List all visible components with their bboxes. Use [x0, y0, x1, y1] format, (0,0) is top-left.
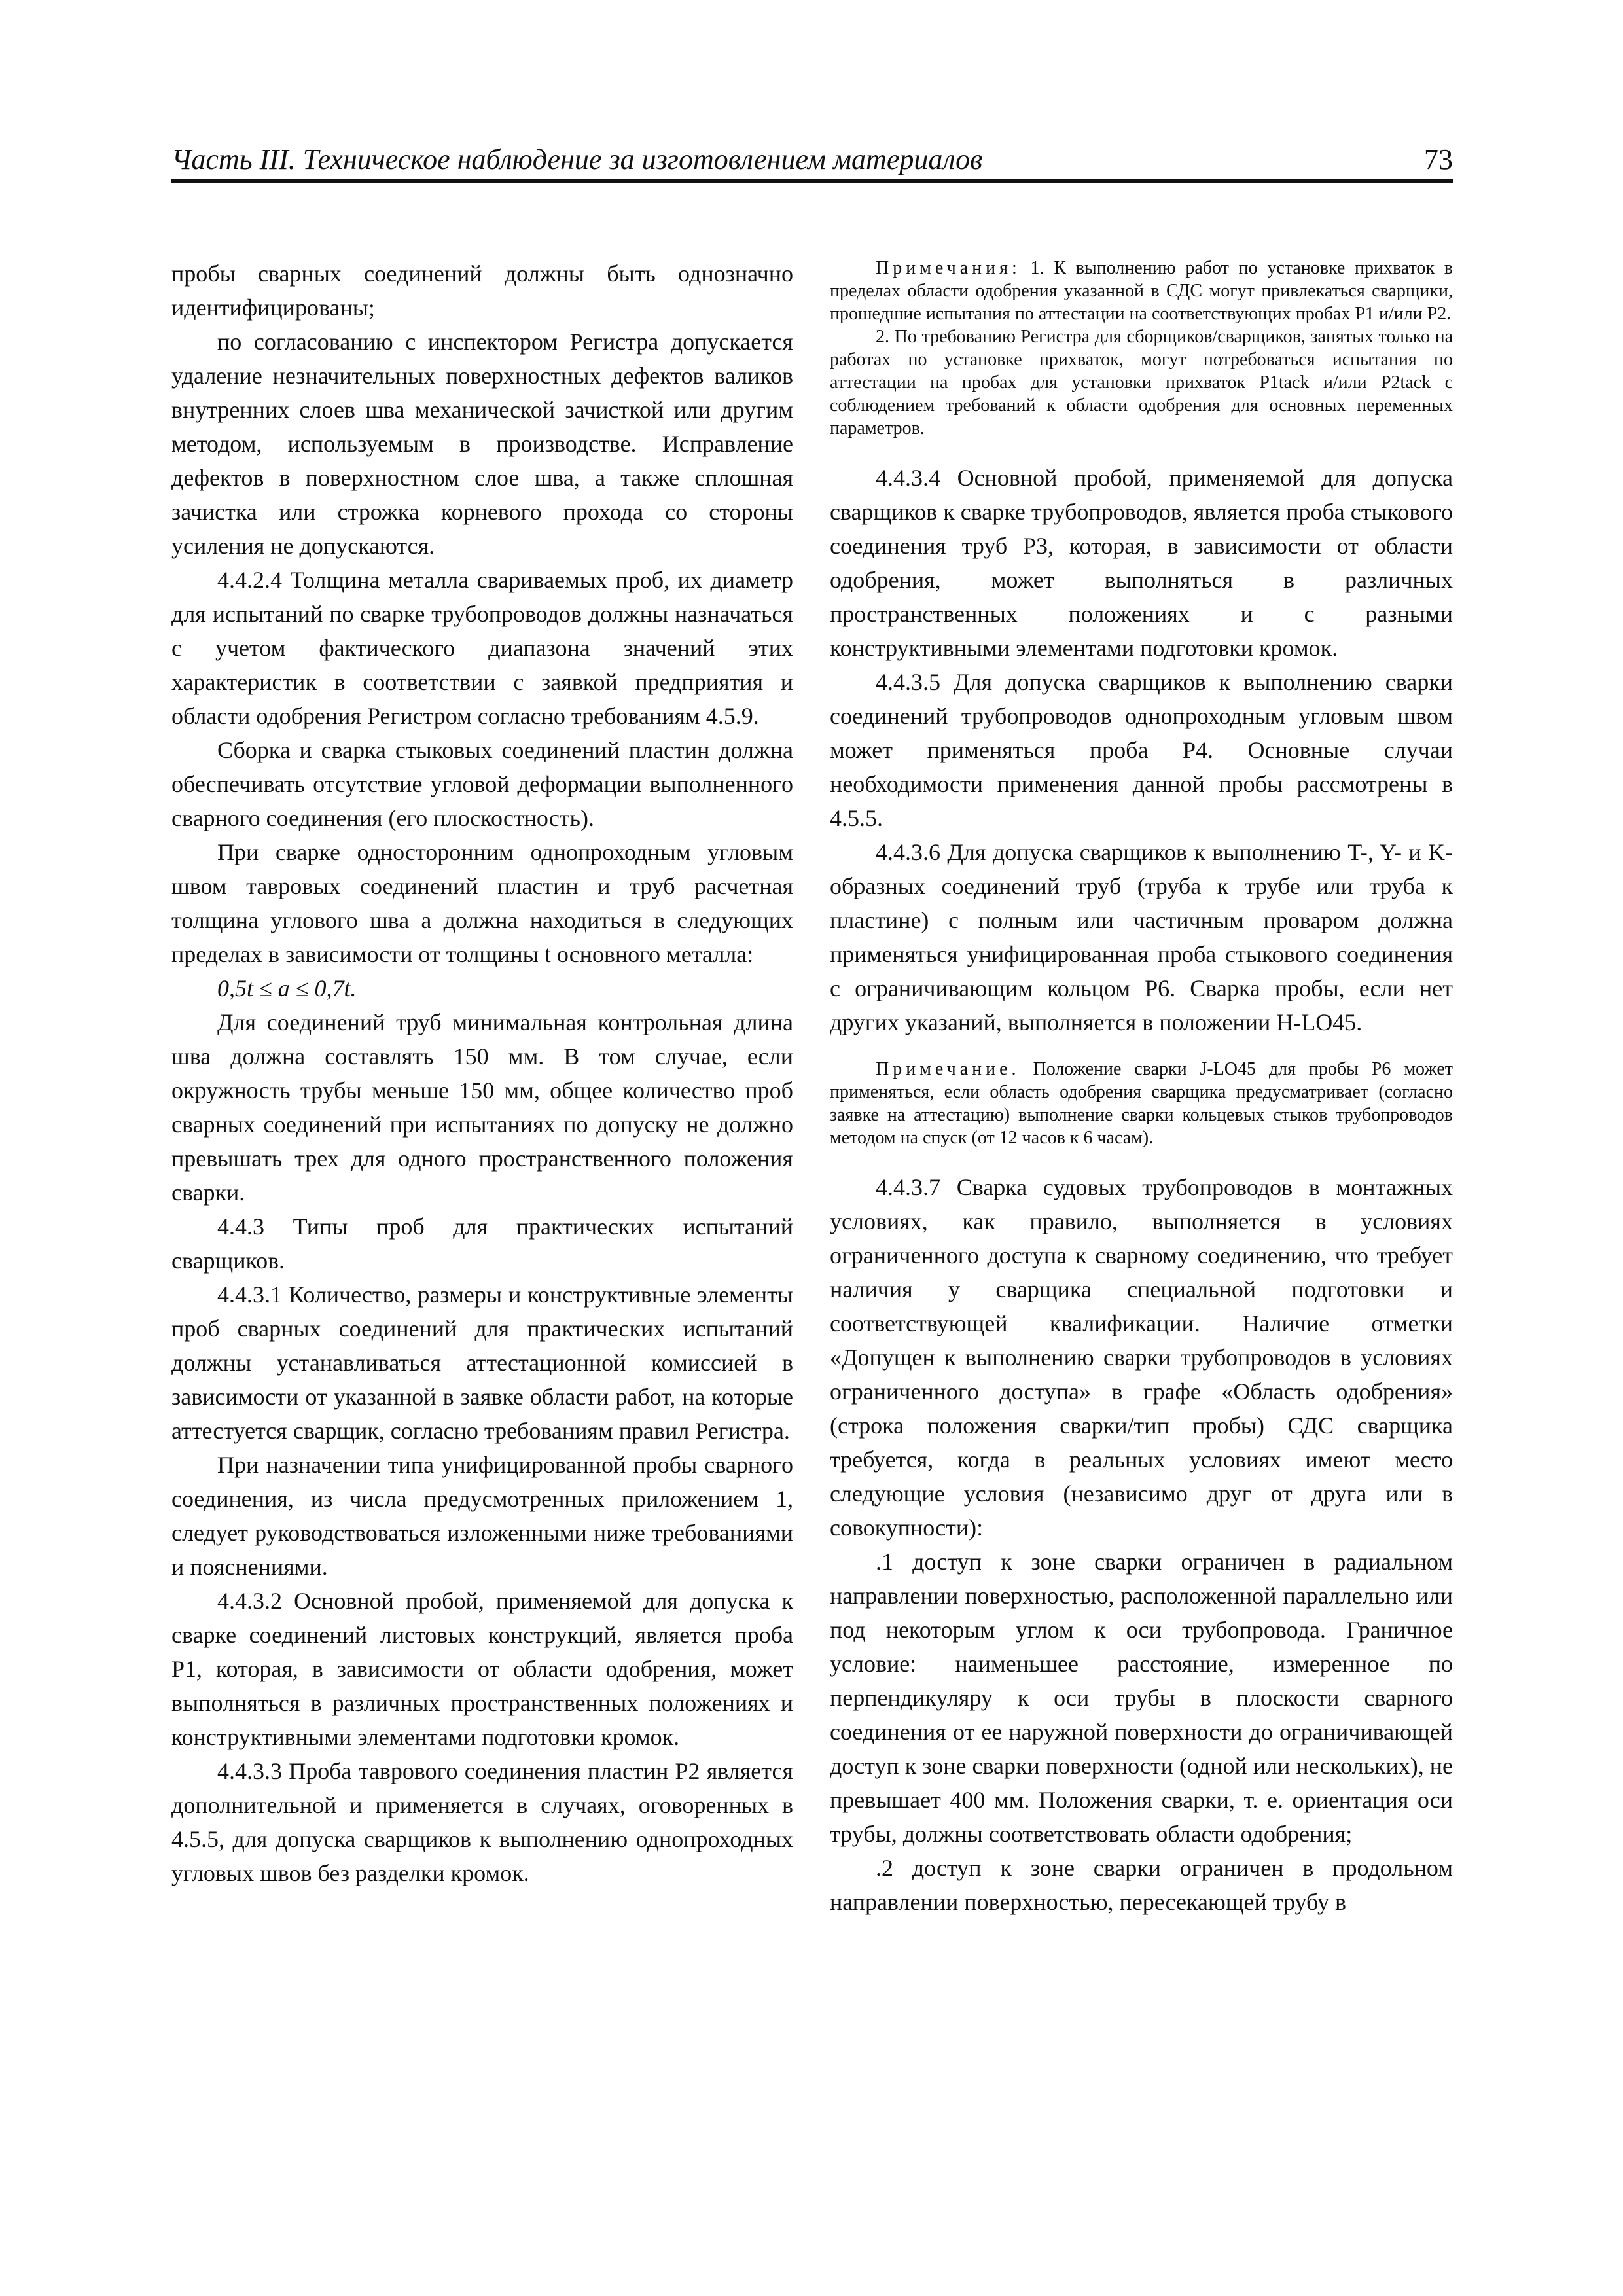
formula: 0,5t ≤ a ≤ 0,7t.	[217, 975, 357, 1001]
paragraph-4-4-3-3: 4.4.3.3 Проба таврового соединения пластин P2 является дополнительной и применяется в случаях, оговоренных в 4.5.5, для допуска сварщиков к выполнению однопроходных угловых швов без разделки кромок.	[171, 1758, 793, 1886]
paragraph: Для соединений труб минимальная контрольная длина шва должна составлять 150 мм. В том случае, если окружность трубы меньше 150 мм, общее количество проб сварных соединений при испытаниях по допуску не должно превышать трех для одного пространственного положения сварки.	[171, 1009, 793, 1206]
note-text: Положение сварки J-LO45 для пробы P6 может применяться, если область одобрения сварщика предусматривает (согласно заявке на аттестацию) выполнение сварки кольцевых стыков трубопроводов методом на спуск (от 12 часов к 6 часам).	[830, 1059, 1453, 1148]
paragraph-4-4-3-1: 4.4.3.1 Количество, размеры и конструктивные элементы проб сварных соединений для практических испытаний должны устанавливаться аттестационной комиссией в зависимости от указанной в заявке области работ, на которые аттестуется сварщик, согласно требованиям правил Регистра.	[171, 1282, 793, 1444]
paragraph: Сборка и сварка стыковых соединений пластин должна обеспечивать отсутствие угловой деформации выполненного сварного соединения (его плоскостность).	[171, 737, 793, 831]
left-column	[171, 257, 793, 1890]
note-text: 2. По требованию Регистра для сборщиков/сварщиков, занятых только на работах по установке прихваток, могут потребоваться испытания по аттестации на пробах для установки прихваток P1tack и/или P2tack с соблюдением требований к области одобрения для основных переменных параметров.	[830, 327, 1453, 439]
paragraph-4-4-3-5: 4.4.3.5 Для допуска сварщиков к выполнению сварки соединений трубопроводов однопроходным угловым швом может применяться проба P4. Основные случаи необходимости применения данной пробы рассмотрены в 4.5.5.	[830, 669, 1453, 831]
paragraph: При назначении типа унифицированной пробы сварного соединения, из числа предусмотренных приложением 1, следует руководствоваться изложенными ниже требованиями и пояснениями.	[171, 1452, 793, 1580]
paragraph: пробы сварных соединений должны быть однозначно идентифицированы;	[171, 260, 793, 321]
paragraph-4-4-3-6: 4.4.3.6 Для допуска сварщиков к выполнению T-, Y- и K-образных соединений труб (труба к трубе или труба к пластине) с полным или частичным проваром должна применяться унифицированная проба стыкового соединения с ограничивающим кольцом P6. Сварка пробы, если нет других указаний, выполняется в положении H-LO45.	[830, 839, 1453, 1035]
list-item-2: .2 доступ к зоне сварки ограничен в продольном направлении поверхностью, пересекающей трубу в	[830, 1855, 1453, 1915]
paragraph-4-4-3-4: 4.4.3.4 Основной пробой, применяемой для допуска сварщиков к сварке трубопроводов, является проба стыкового соединения труб P3, которая, в зависимости от области одобрения, может выполняться в различных пространственных положениях и с разными конструктивными элементами подготовки кромок.	[830, 465, 1453, 661]
note-label: Примечания:	[876, 258, 1021, 278]
note-text: 1. К выполнению работ по установке прихваток в пределах области одобрения указанной в СДС могут привлекаться сварщики, прошедшие испытания по аттестации на соответствующих пробах P1 и/или P2.	[830, 258, 1454, 324]
running-title: Часть III. Техническое наблюдение за изготовлением материалов	[171, 143, 983, 175]
paragraph: При сварке односторонним однопроходным угловым швом тавровых соединений пластин и труб расчетная толщина углового шва a должна находиться в следующих пределах в зависимости от толщины t основного металла:	[171, 839, 793, 967]
note-block-mid	[830, 1058, 1453, 1149]
note-label: Примечание.	[876, 1059, 1020, 1079]
list-item-1: .1 доступ к зоне сварки ограничен в радиальном направлении поверхностью, расположенной параллельно или под некоторым углом к оси трубопровода. Граничное условие: наименьшее расстояние, измеренное по перпендикуляру к оси трубы в плоскости сварного соединения от ее наружной поверхности до ограничивающей доступ к зоне сварки поверхности (одной или нескольких), не превышает 400 мм. Положения сварки, т. е. ориентация оси трубы, должны соответствовать области одобрения;	[830, 1549, 1453, 1847]
paragraph-4-4-3-2: 4.4.3.2 Основной пробой, применяемой для допуска к сварке соединений листовых конструкций, является проба P1, которая, в зависимости от области одобрения, может выполняться в различных пространственных положениях и конструктивными элементами подготовки кромок.	[171, 1588, 793, 1750]
right-column	[830, 257, 1453, 1919]
spacer	[830, 1149, 1453, 1170]
spacer	[830, 440, 1453, 461]
running-header	[171, 139, 1453, 183]
note-block-top	[830, 257, 1453, 325]
paragraph-4-4-2-4: 4.4.2.4 Толщина металла свариваемых проб, их диаметр для испытаний по сварке трубопроводов должны назначаться с учетом фактического диапазона значений этих характеристик в соответствии с заявкой предприятия и области одобрения Регистром согласно требованиям 4.5.9.	[171, 567, 793, 729]
page-number: 73	[1424, 143, 1453, 175]
section-heading-4-4-3: 4.4.3 Типы проб для практических испытаний сварщиков.	[171, 1213, 793, 1274]
paragraph-4-4-3-7: 4.4.3.7 Сварка судовых трубопроводов в монтажных условиях, как правило, выполняется в условиях ограниченного доступа к сварному соединению, что требует наличия у сварщика специальной подготовки и соответствующей квалификации. Наличие отметки «Допущен к выполнению сварки трубопроводов в условиях ограниченного доступа» в графе «Область одобрения» (строка положения сварки/тип пробы) СДС сварщика требуется, когда в реальных условиях имеют место следующие условия (независимо друг от друга или в совокупности):	[830, 1174, 1453, 1541]
paragraph: по согласованию с инспектором Регистра допускается удаление незначительных поверхностных дефектов валиков внутренних слоев шва механической зачисткой или другим методом, используемым в производстве. Исправление дефектов в поверхностном слое шва, а также сплошная зачистка или строжка корневого прохода со стороны усиления не допускаются.	[171, 329, 793, 559]
spacer	[830, 1039, 1453, 1058]
